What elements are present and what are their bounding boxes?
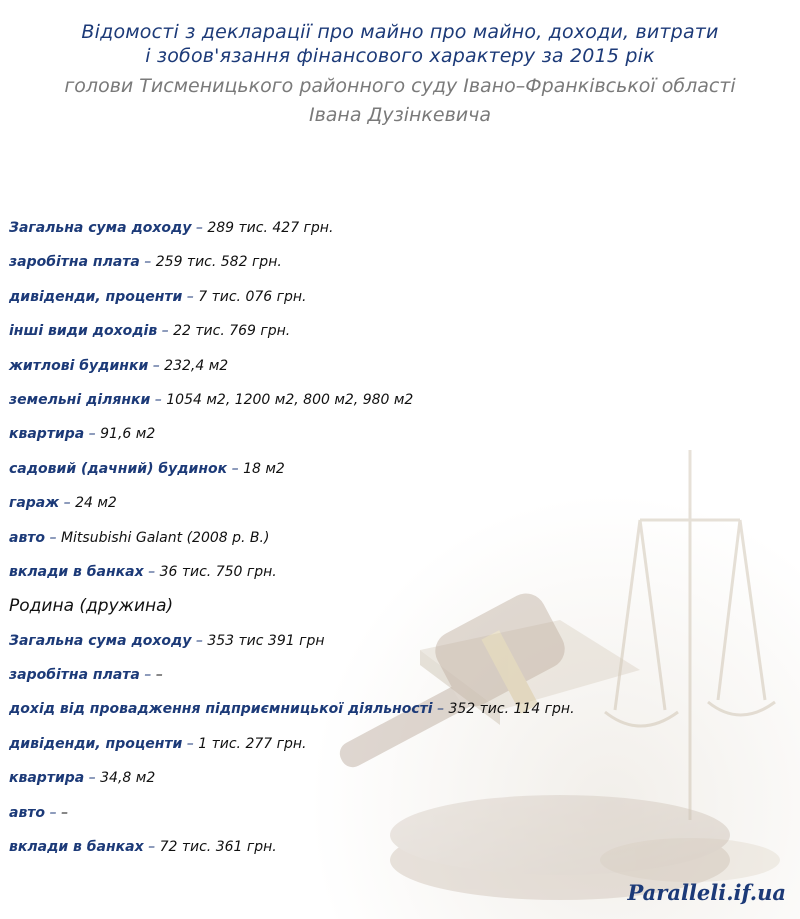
item-value: 353 тис 391 грн: [207, 632, 325, 649]
title-line-1: Відомості з декларації про майно про майно, доходи, витрати: [81, 21, 719, 43]
item-label: Загальна сума доходу: [9, 220, 192, 236]
family-heading: Родина (дружина): [9, 596, 174, 617]
item-value: –: [155, 667, 163, 684]
item-label: дохід від провадження підприємницької діяльності: [9, 701, 433, 718]
header: [0, 20, 800, 126]
list-item: дивіденди, проценти – 7 тис. 076 грн.: [9, 288, 307, 305]
subtitle-line-1: голови Тисменицького районного суду Івано–Франківської області: [64, 75, 736, 97]
item-value: Mitsubishi Galant (2008 р. В.): [60, 529, 270, 546]
item-label: заробітна плата: [9, 254, 140, 271]
item-label: квартира: [9, 770, 85, 787]
item-label: садовий (дачний) будинок: [9, 460, 228, 477]
item-value: 72 тис. 361 грн.: [159, 839, 277, 856]
item-label: гараж: [9, 495, 60, 512]
item-label: дивіденди, проценти: [9, 735, 183, 752]
item-value: 36 тис. 750 грн.: [159, 563, 277, 580]
item-label: вклади в банках: [9, 839, 144, 856]
item-label: інші види доходів: [9, 323, 158, 340]
list-item: заробітна плата – –: [9, 667, 163, 684]
item-label: дивіденди, проценти: [9, 288, 183, 305]
item-value: 1054 м2, 1200 м2, 800 м2, 980 м2: [166, 391, 414, 408]
item-value: 1 тис. 277 грн.: [198, 735, 307, 752]
item-label: житлові будинки: [9, 357, 149, 374]
list-item: вклади в банках – 72 тис. 361 грн.: [9, 839, 277, 856]
item-value: 7 тис. 076 грн.: [198, 288, 307, 305]
item-value: 259 тис. 582 грн.: [155, 254, 282, 271]
list-item: заробітна плата – 259 тис. 582 грн.: [9, 254, 282, 271]
item-value: 91,6 м2: [100, 426, 156, 443]
item-value: 22 тис. 769 грн.: [173, 323, 291, 340]
item-value: –: [60, 804, 68, 821]
list-item: квартира – 34,8 м2: [9, 770, 156, 787]
item-value: 232,4 м2: [164, 357, 229, 374]
list-item: квартира – 91,6 м2: [9, 426, 156, 443]
item-label: авто: [9, 804, 46, 821]
item-label: земельні ділянки: [9, 391, 151, 408]
item-label: квартира: [9, 426, 85, 443]
item-label: вклади в банках: [9, 563, 144, 580]
item-label: заробітна плата: [9, 667, 140, 684]
item-label: авто: [9, 529, 46, 546]
list-item: Загальна сума доходу – 289 тис. 427 грн.: [9, 220, 334, 236]
declaration-list: [9, 211, 575, 864]
list-item: земельні ділянки – 1054 м2, 1200 м2, 800 м2, 980 м2: [9, 391, 414, 408]
list-item: садовий (дачний) будинок – 18 м2: [9, 460, 285, 477]
item-value: 289 тис. 427 грн.: [207, 220, 334, 236]
list-item: авто – Mitsubishi Galant (2008 р. В.): [9, 529, 270, 546]
list-item: авто – –: [9, 804, 68, 821]
list-item: гараж – 24 м2: [9, 495, 117, 512]
list-item: дохід від провадження підприємницької діяльності – 352 тис. 114 грн.: [9, 701, 575, 718]
list-item: інші види доходів – 22 тис. 769 грн.: [9, 323, 291, 340]
item-value: 352 тис. 114 грн.: [448, 701, 575, 718]
list-item: житлові будинки – 232,4 м2: [9, 357, 229, 374]
subtitle-line-2: Івана Дузінкевича: [308, 104, 492, 126]
list-item: дивіденди, проценти – 1 тис. 277 грн.: [9, 735, 307, 752]
item-value: 24 м2: [75, 495, 117, 512]
item-label: Загальна сума доходу: [9, 632, 192, 649]
item-value: 34,8 м2: [100, 770, 156, 787]
brand-watermark: Paralleli.if.ua: [627, 880, 786, 905]
list-item: Загальна сума доходу – 353 тис 391 грн: [9, 632, 325, 649]
title-line-2: і зобов'язання фінансового характеру за 2015 рік: [145, 45, 655, 67]
item-value: 18 м2: [243, 460, 285, 477]
list-item: вклади в банках – 36 тис. 750 грн.: [9, 563, 277, 580]
